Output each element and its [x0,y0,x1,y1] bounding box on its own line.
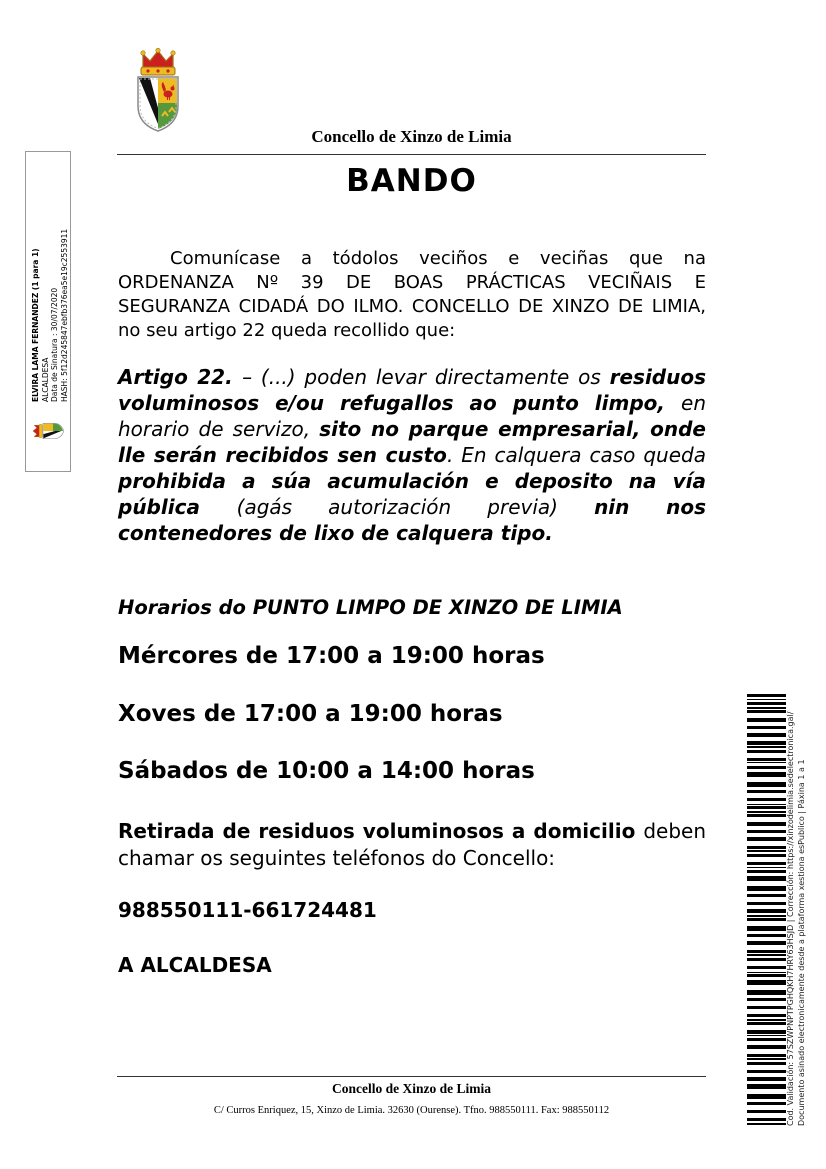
schedule-item-xoves: Xoves de 17:00 a 19:00 horas [118,701,503,727]
signature-shield-icon [31,418,65,444]
footer-address: C/ Curros Enriquez, 15, Xinzo de Limia. 32630 (Ourense). Tfno. 988550111. Fax: 988550112 [213,1105,610,1116]
signer-name: ELVIRA LAMA FERNANDEZ (1 para 1) [31,248,40,402]
phone-numbers: 988550111-661724481 [118,898,377,922]
validation-barcode [747,694,786,1126]
shield-icon [138,77,178,131]
header-divider [117,154,706,155]
signature-hash: HASH: 5f12d245847ebfb376ea5e19c2553911 [59,228,69,402]
signature-stamp-text [31,156,69,402]
schedule-item-mercores: Mércores de 17:00 a 19:00 horas [118,643,545,669]
signature-stamp-box [25,151,71,472]
page-title: BANDO [346,163,477,199]
footer-entity: Concello de Xinzo de Limia [332,1081,491,1096]
schedule-item-sabados: Sábados de 10:00 a 14:00 horas [118,758,535,784]
crown-icon [141,48,175,75]
horarios-heading: Horarios do PUNTO LIMPO DE XINZO DE LIMIA [118,596,623,619]
signoff-alcaldesa: A ALCALDESA [118,953,272,977]
retirada-paragraph: Retirada de residuos voluminosos a domicilio deben chamar os seguintes teléfonos do Concello: [118,819,706,870]
coat-of-arms-icon [126,46,190,134]
signer-role: ALCALDESA [40,357,50,402]
intro-paragraph: Comunícase a tódolos veciños e veciñas que na ORDENANZA Nº 39 DE BOAS PRÁCTICAS VECIÑAIS E SEGURANZA CIDADÁ DO ILMO. CONCELLO DE XINZO DE LIMIA, no seu artigo 22 queda recollido que: [118,248,706,341]
header-entity: Concello de Xinzo de Limia [311,127,512,146]
validation-sidebar-text [786,690,807,1126]
footer-divider [117,1076,706,1077]
validation-code-line: Cod. Validación: 57SZWPNPTPGHQKH7HRY63HSJD | Corrección: https://xinzodelimia.sedelectronica.gal/ [786,711,795,1126]
validation-platform-line: Documento asinado electronicamente desde a plataforma xestiona esPublico | Páxina 1 a 1 [796,759,806,1126]
signature-date: Data de Sinatura : 30/07/2020 [50,287,59,402]
artigo-22-paragraph: Artigo 22. – (...) poden levar directamente os residuos voluminosos e/ou refugallos ao punto limpo, en horario de servizo, sito no parque empresarial, onde lle serán recibidos sen custo. En calquera caso queda prohibida a súa acumulación e deposito na vía pública (agás autorización previa) nin nos contenedores de lixo de calquera tipo. [118,365,706,545]
